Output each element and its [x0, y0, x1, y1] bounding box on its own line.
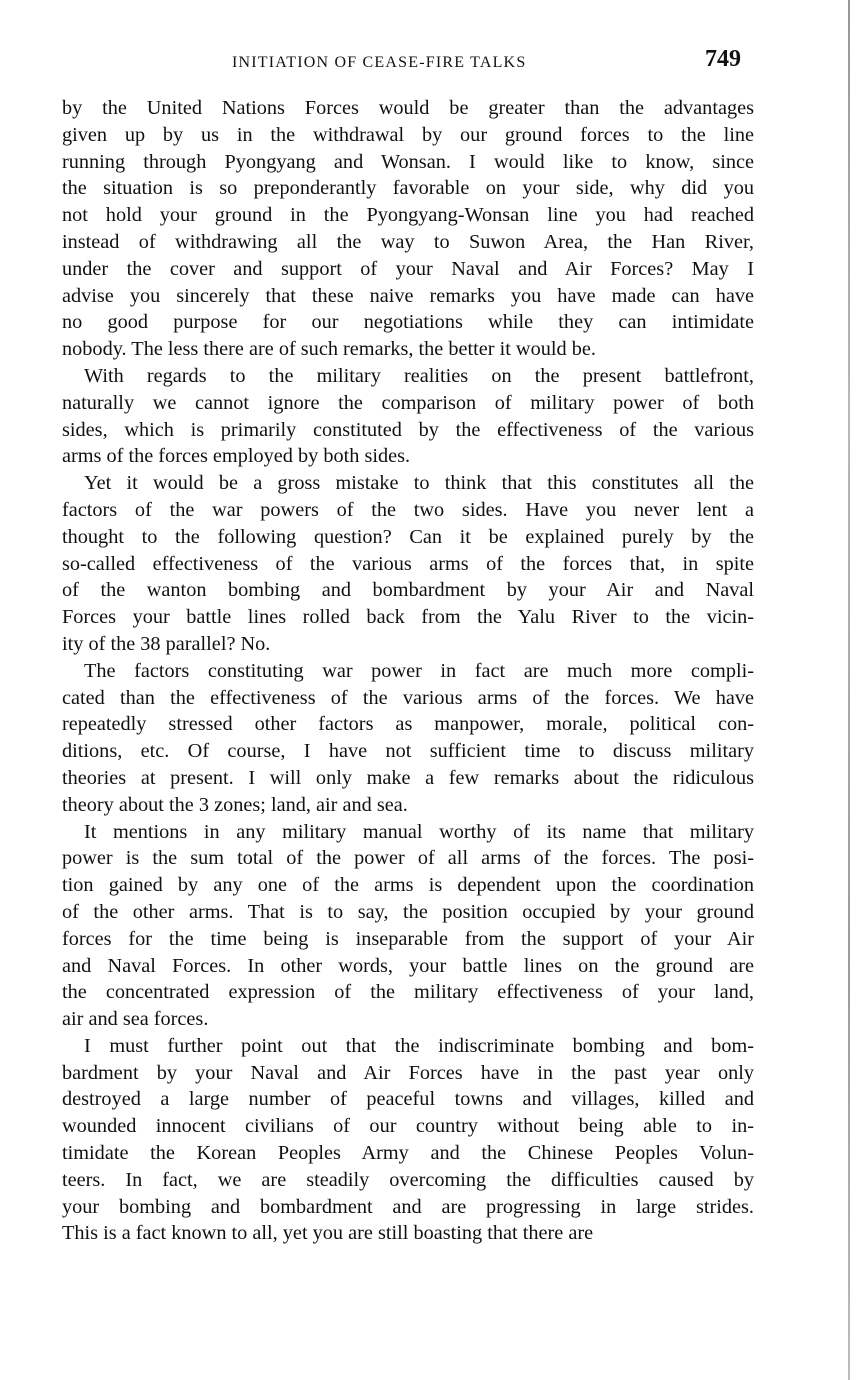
text-line: theory about the 3 zones; land, air and sea. [62, 793, 408, 816]
text-line: the concentrated expression of the military effectiveness of your land, [62, 981, 754, 1004]
text-line: cated than the effectiveness of the various arms of the forces. We have [62, 686, 754, 709]
text-line: thought to the following question? Can it be explained purely by the [62, 525, 754, 548]
text-line: timidate the Korean Peoples Army and the Chinese Peoples Volun- [62, 1142, 754, 1165]
paragraph [62, 658, 754, 819]
running-head [0, 46, 861, 80]
text-line: ditions, etc. Of course, I have not sufficient time to discuss military [62, 740, 754, 763]
text-line: Yet it would be a gross mistake to think that this constitutes all the [84, 472, 754, 495]
paragraph [62, 470, 754, 658]
paragraph [62, 363, 754, 470]
paragraph [62, 95, 754, 363]
paragraph [62, 819, 754, 1033]
text-line: given up by us in the withdrawal by our ground forces to the line [62, 123, 754, 146]
text-line: This is a fact known to all, yet you are still boasting that there are [62, 1222, 594, 1245]
text-line: by the United Nations Forces would be greater than the advantages [62, 97, 754, 119]
text-line: air and sea forces. [62, 1008, 209, 1031]
text-line: Forces your battle lines rolled back from the Yalu River to the vicin- [62, 606, 754, 629]
text-line: no good purpose for our negotiations while they can intimidate [62, 311, 754, 334]
text-line: teers. In fact, we are steadily overcoming the difficulties caused by [62, 1168, 754, 1191]
text-line: naturally we cannot ignore the comparison of military power of both [62, 391, 754, 414]
text-line: destroyed a large number of peaceful towns and villages, killed and [62, 1088, 754, 1111]
text-line: repeatedly stressed other factors as manpower, morale, political con- [62, 713, 754, 736]
text-line: bardment by your Naval and Air Forces have in the past year only [62, 1061, 754, 1084]
text-line: theories at present. I will only make a few remarks about the ridiculous [62, 766, 754, 789]
text-line: not hold your ground in the Pyongyang-Wonsan line you had reached [62, 204, 754, 227]
text-line: tion gained by any one of the arms is dependent upon the coordination [62, 874, 754, 897]
text-line: of the wanton bombing and bombardment by your Air and Naval [62, 579, 754, 602]
text-line: sides, which is primarily constituted by the effectiveness of the various [62, 418, 754, 441]
text-line: the situation is so preponderantly favorable on your side, why did you [62, 177, 754, 200]
text-line: and Naval Forces. In other words, your battle lines on the ground are [62, 954, 754, 977]
text-line: forces for the time being is inseparable from the support of your Air [62, 927, 754, 950]
running-title: INITIATION OF CEASE-FIRE TALKS [232, 54, 527, 71]
text-line: factors of the war powers of the two sides. Have you never lent a [62, 498, 754, 521]
text-line: The factors constituting war power in fact are much more compli- [84, 659, 754, 682]
text-line: under the cover and support of your Naval and Air Forces? May I [62, 257, 754, 280]
text-line: of the other arms. That is to say, the position occupied by your ground [62, 900, 754, 923]
text-line: wounded innocent civilians of our country without being able to in- [62, 1115, 754, 1138]
text-line: ity of the 38 parallel? No. [62, 632, 271, 655]
text-line: power is the sum total of the power of all arms of the forces. The posi- [62, 847, 754, 870]
text-line: With regards to the military realities on the present battlefront, [84, 364, 754, 387]
text-line: It mentions in any military manual worthy of its name that military [84, 820, 754, 843]
text-line: instead of withdrawing all the way to Suwon Area, the Han River, [62, 230, 754, 253]
text-line: nobody. The less there are of such remarks, the better it would be. [62, 338, 596, 361]
text-line: your bombing and bombardment and are progressing in large strides. [62, 1195, 754, 1218]
page-spine-shadow [848, 0, 850, 1380]
text-line: advise you sincerely that these naive remarks you have made can have [62, 284, 754, 307]
paragraph [62, 1033, 754, 1247]
page-number: 749 [705, 46, 741, 72]
text-line: so-called effectiveness of the various arms of the forces that, in spite [62, 552, 754, 575]
text-line: running through Pyongyang and Wonsan. I would like to know, since [62, 150, 754, 173]
body-text [62, 95, 754, 1247]
text-line: I must further point out that the indiscriminate bombing and bom- [84, 1034, 754, 1057]
text-line: arms of the forces employed by both sides. [62, 445, 411, 468]
